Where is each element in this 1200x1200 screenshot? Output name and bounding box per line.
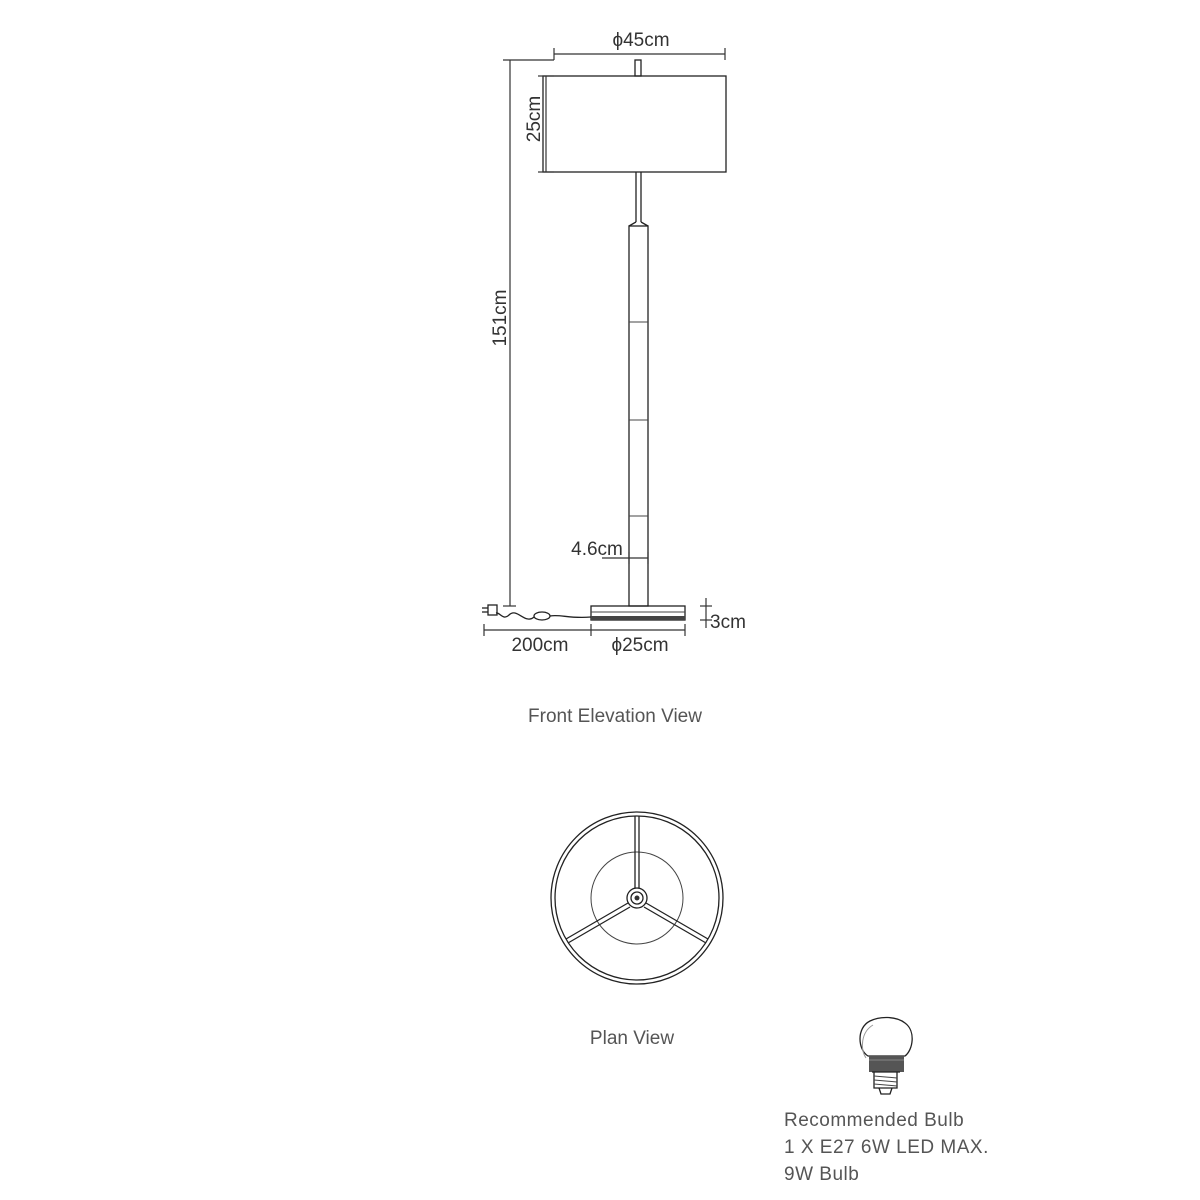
dim-stem-diameter bbox=[571, 539, 648, 564]
plug-icon bbox=[482, 605, 497, 615]
plan-view-caption: Plan View bbox=[589, 1028, 675, 1049]
dim-stem-diameter-label: 4.6cm bbox=[571, 539, 623, 560]
dim-shade-diameter bbox=[554, 30, 725, 60]
bulb-line-3: 9W Bulb bbox=[784, 1164, 860, 1185]
dim-shade-height bbox=[524, 76, 554, 172]
lamp-base bbox=[591, 606, 685, 620]
dim-base-height-label: 3cm bbox=[710, 612, 746, 633]
power-cable bbox=[482, 605, 591, 620]
dim-total-height-label: 151cm bbox=[490, 289, 511, 347]
light-bulb-icon bbox=[860, 1017, 912, 1094]
plan-view bbox=[551, 812, 723, 1049]
dim-cable-length-label: 200cm bbox=[511, 635, 569, 656]
bulb-line-1: Recommended Bulb bbox=[784, 1110, 965, 1131]
dim-base-diameter-label: ϕ25cm bbox=[611, 635, 669, 656]
lamp-upper-rod bbox=[629, 172, 648, 226]
dim-shade-height-label: 25cm bbox=[524, 95, 545, 143]
inline-switch bbox=[534, 612, 550, 620]
lamp-shade bbox=[543, 60, 726, 172]
bulb-line-2: 1 X E27 6W LED MAX. bbox=[784, 1137, 989, 1158]
dim-shade-diameter-label: ϕ45cm bbox=[612, 30, 670, 51]
dim-base-diameter bbox=[591, 624, 685, 656]
dim-cable-length bbox=[484, 624, 591, 656]
dim-base-height bbox=[700, 598, 746, 633]
front-elevation-view bbox=[482, 30, 746, 727]
front-elevation-caption: Front Elevation View bbox=[528, 706, 702, 727]
lamp-stem bbox=[629, 226, 648, 606]
recommended-bulb bbox=[784, 1017, 989, 1185]
